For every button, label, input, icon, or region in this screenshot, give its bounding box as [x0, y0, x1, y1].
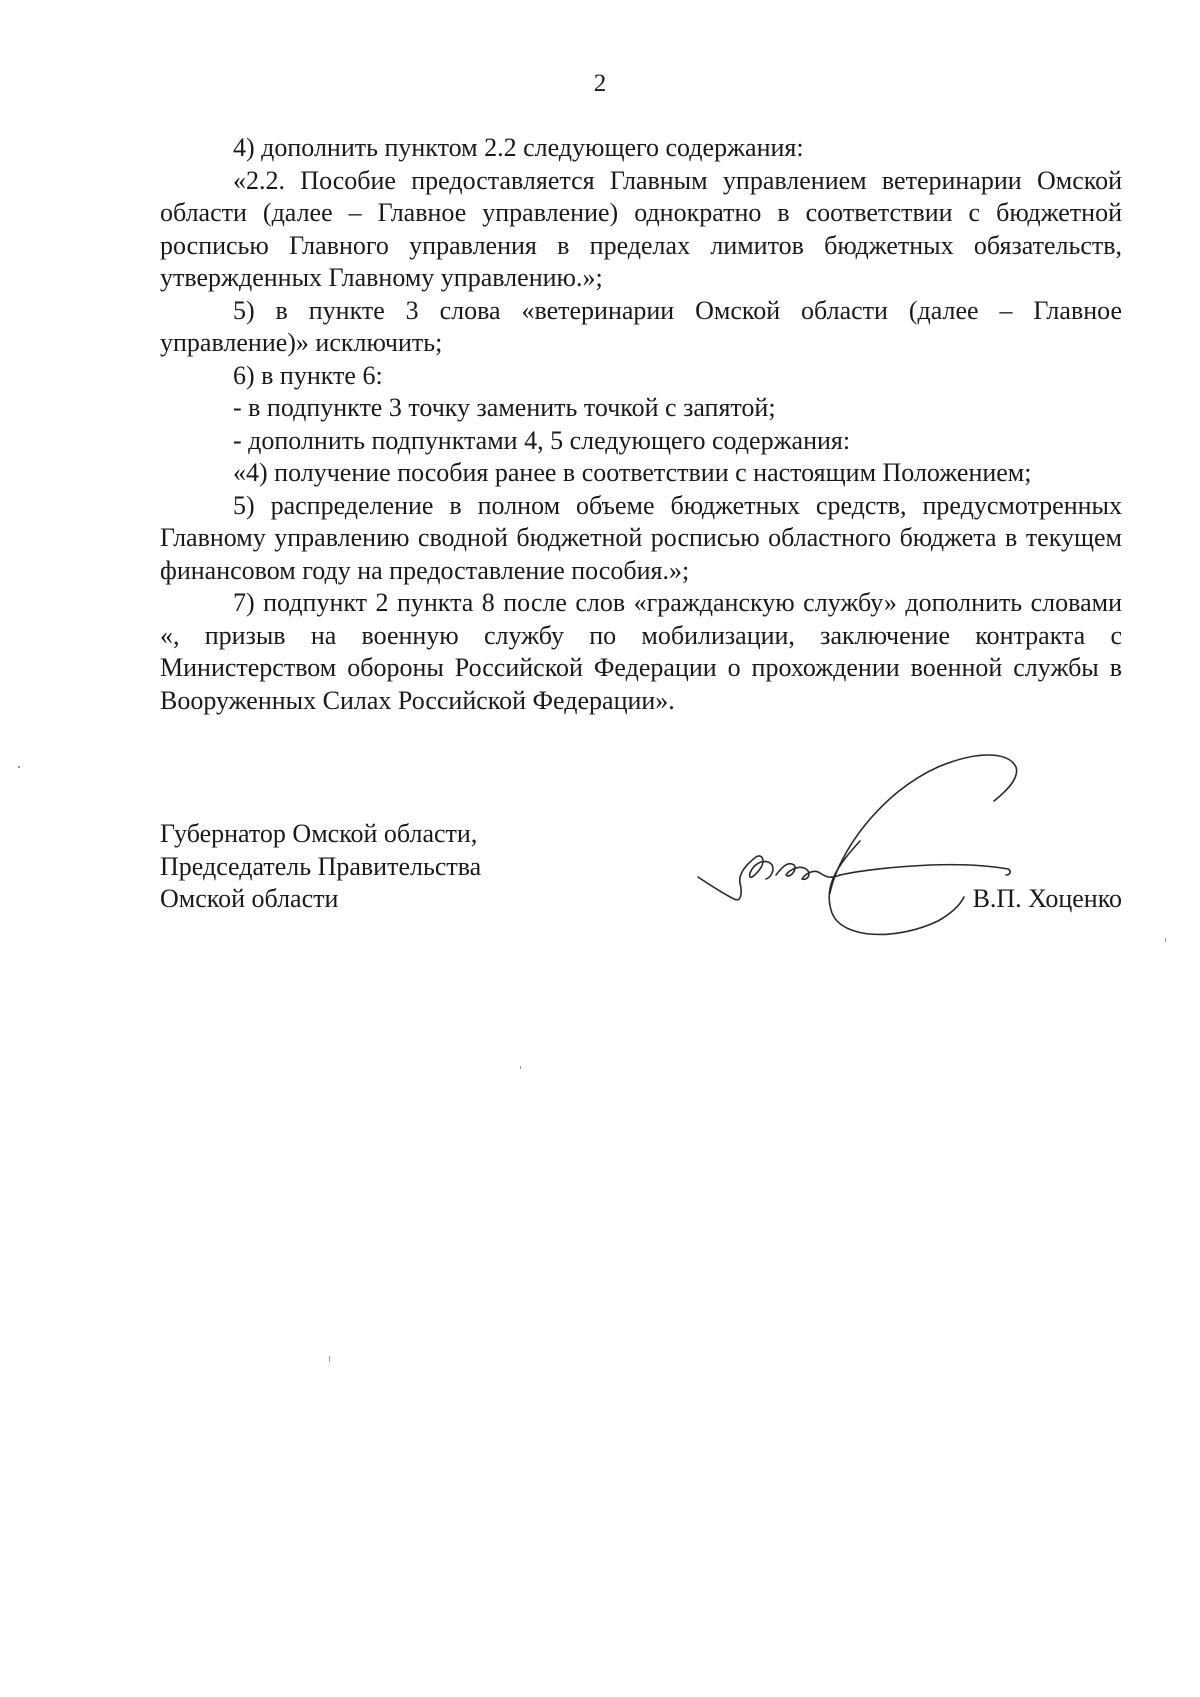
- paragraph-item-6: 6) в пункте 6:: [233, 360, 383, 390]
- signatory-name: В.П. Хоценко: [972, 884, 1122, 913]
- signatory-title: [160, 818, 481, 916]
- paragraph-subitem-4-text: «4) получение пособия ранее в соответствии с настоящим Положением;: [233, 458, 1032, 487]
- signatory-title-line-2: Председатель Правительства: [160, 851, 482, 881]
- paragraph-clause-2-2: «2.2. Пособие предоставляется Главным управлением ветеринарии Омской области (далее – Главное управление) однократно в соответствии с бюджетной росписью Главного управления в пределах лимитов бюджетных обязательств, утвержденных Главному управлению.»;: [160, 165, 1122, 292]
- scan-speck: [520, 1066, 521, 1069]
- document-body: [160, 132, 1122, 717]
- signature-block: [160, 818, 1122, 928]
- paragraph-item-5: 5) в пункте 3 слова «ветеринарии Омской области (далее – Главное управление)» исключить;: [160, 295, 1122, 357]
- page-number: 2: [593, 70, 607, 97]
- scan-speck: [18, 766, 20, 768]
- paragraph-item-7: 7) подпункт 2 пункта 8 после слов «гражданскую службу» дополнить словами «, призыв на военную службу по мобилизации, заключение контракта с Министерством обороны Российской Федерации о прохождении военной службы в Вооруженных Силах Российской Федерации».: [160, 588, 1122, 715]
- signatory-title-line-3: Омской области: [160, 884, 339, 913]
- paragraph-subitem-5-text: 5) распределение в полном объеме бюджетных средств, предусмотренных Главному управлению сводной бюджетной росписью областного бюджета в текущем финансовом году на предоставление пособия.»;: [160, 490, 1122, 585]
- paragraph-subitems-4-5: - дополнить подпунктами 4, 5 следующего содержания:: [233, 425, 851, 455]
- paragraph-subitem-3: - в подпункте 3 точку заменить точкой с запятой;: [233, 393, 776, 422]
- scan-speck: [329, 1356, 330, 1362]
- scan-speck: [1165, 938, 1166, 942]
- signatory-title-line-1: Губернатор Омской области,: [160, 819, 478, 848]
- paragraph-item-4: 4) дополнить пунктом 2.2 следующего содержания:: [233, 133, 804, 162]
